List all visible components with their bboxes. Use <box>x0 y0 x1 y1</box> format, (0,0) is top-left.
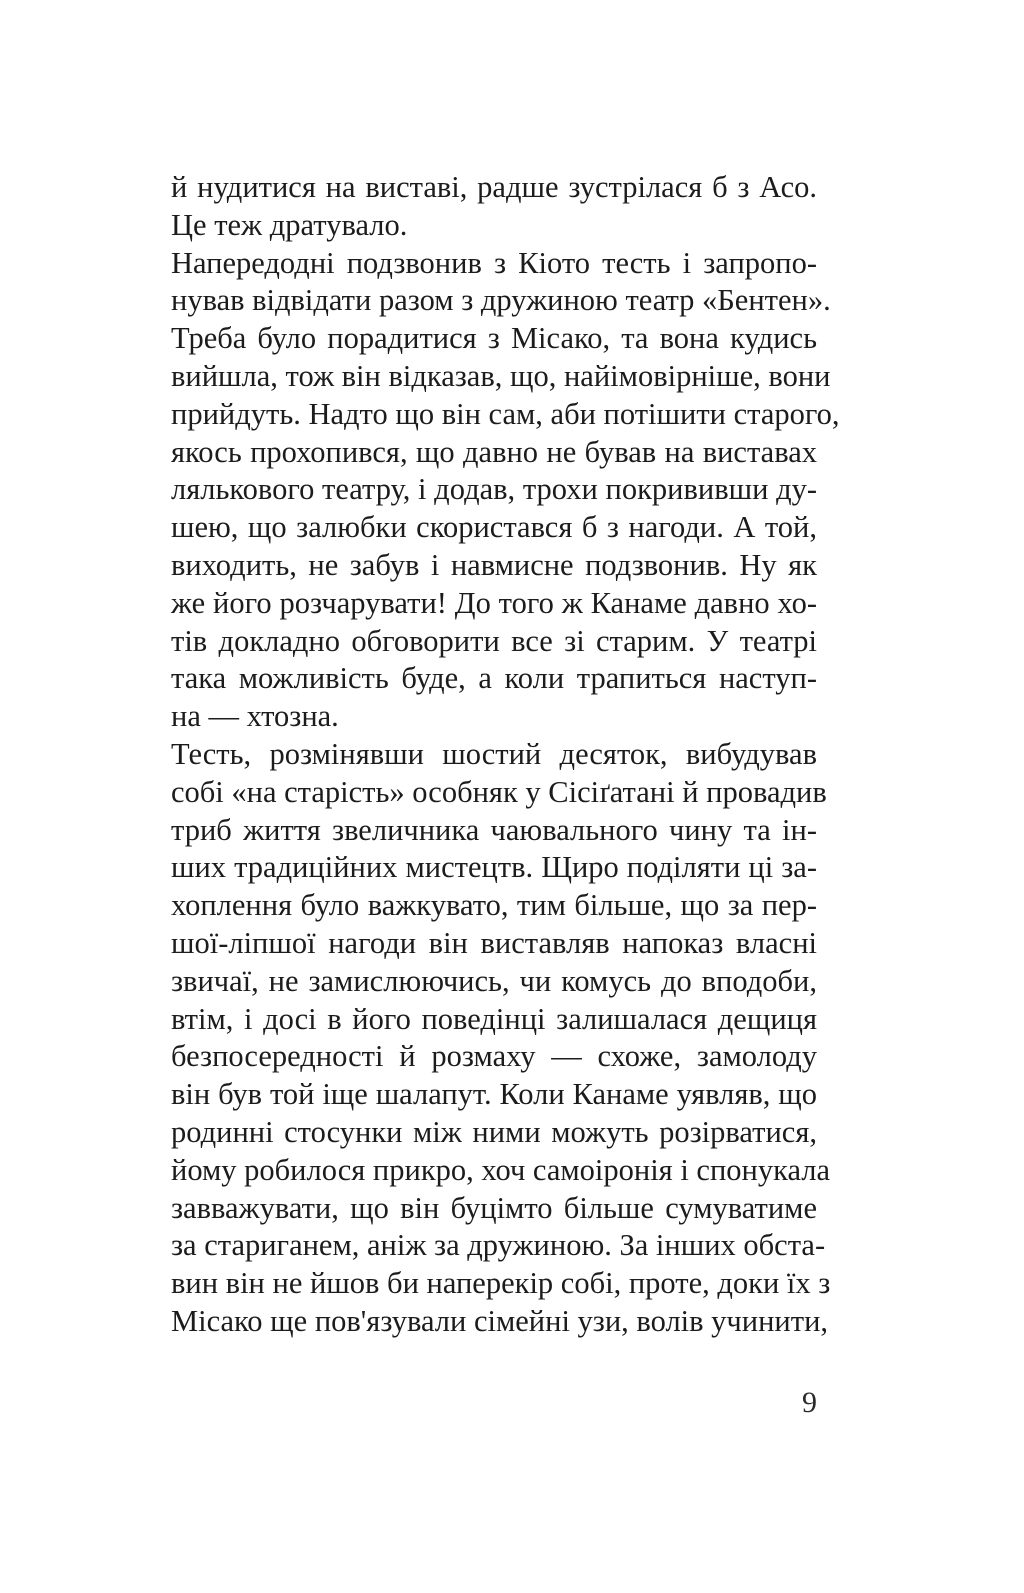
text-line: Це теж дратувало. <box>171 207 408 242</box>
text-line: безпосередності й розмаху — схоже, замолоду <box>171 1039 817 1074</box>
text-line: йому робилося прикро, хоч самоіронія і спонукала <box>171 1152 831 1187</box>
text-line: шої-ліпшої нагоди він виставляв напоказ власні <box>171 926 817 960</box>
text-line: тів докладно обговорити все зі старим. У театрі <box>171 623 817 658</box>
text-line: за стариганем, аніж за дружиною. За інших обста- <box>171 1228 826 1263</box>
text-line: він був той іще шалапут. Коли Канаме уявляв, що <box>171 1077 817 1112</box>
text-line: ших традиційних мистецтв. Щиро поділяти ці за- <box>171 850 817 885</box>
text-line: така можливість буде, а коли трапиться наступ- <box>171 661 817 696</box>
text-line: шею, що залюбки скористався б з нагоди. А той, <box>171 510 817 545</box>
text-line: Тесть, розмінявши шостий десяток, вибудував <box>171 737 817 771</box>
text-line: виходить, не забув і навмисне подзвонив. Ну як <box>171 548 817 582</box>
text-line: й нудитися на виставі, радше зустрілася б з Асо. <box>171 170 817 204</box>
text-line: на — хтозна. <box>171 699 339 734</box>
text-line: собі «на старість» особняк у Сісіґатані й провадив <box>171 774 827 809</box>
text-line: нував відвідати разом з дружиною театр «Бентен». <box>171 283 831 318</box>
text-line: родинні стосунки між ними можуть розірватися, <box>171 1115 817 1149</box>
text-line: хоплення було важкувато, тим більше, що за пер- <box>171 888 817 923</box>
text-line: втім, і досі в його поведінці залишалася дещиця <box>171 1001 817 1036</box>
text-line: вийшла, тож він відказав, що, найімовірніше, вони <box>171 359 831 393</box>
text-line: завважувати, що він буцімто більше сумуватиме <box>171 1190 817 1225</box>
text-line: Місако ще пов'язували сімейні узи, волів учинити, <box>171 1304 829 1338</box>
text-line <box>171 244 817 282</box>
paragraph-start: Напередодні подзвонив з Кіото тесть і запропо- <box>171 245 817 280</box>
text-line: якось прохопився, що давно не бував на виставах <box>171 434 817 469</box>
text-line: триб життя звеличника чаювального чину та ін- <box>171 812 817 847</box>
text-line: Треба було порадитися з Місако, та вона кудись <box>171 321 817 356</box>
text-line: вин він не йшов би наперекір собі, проте, доки їх з <box>171 1266 831 1301</box>
text-line: звичаї, не замислюючись, чи комусь до вподоби, <box>171 963 817 998</box>
text-line: лялькового театру, і додав, трохи покрививши ду- <box>171 472 817 507</box>
text-line: же його розчарувати! До того ж Канаме давно хо- <box>171 585 817 620</box>
page-number: 9 <box>802 1386 817 1419</box>
text-line: прийдуть. Надто що він сам, аби потішити старого, <box>171 396 840 431</box>
